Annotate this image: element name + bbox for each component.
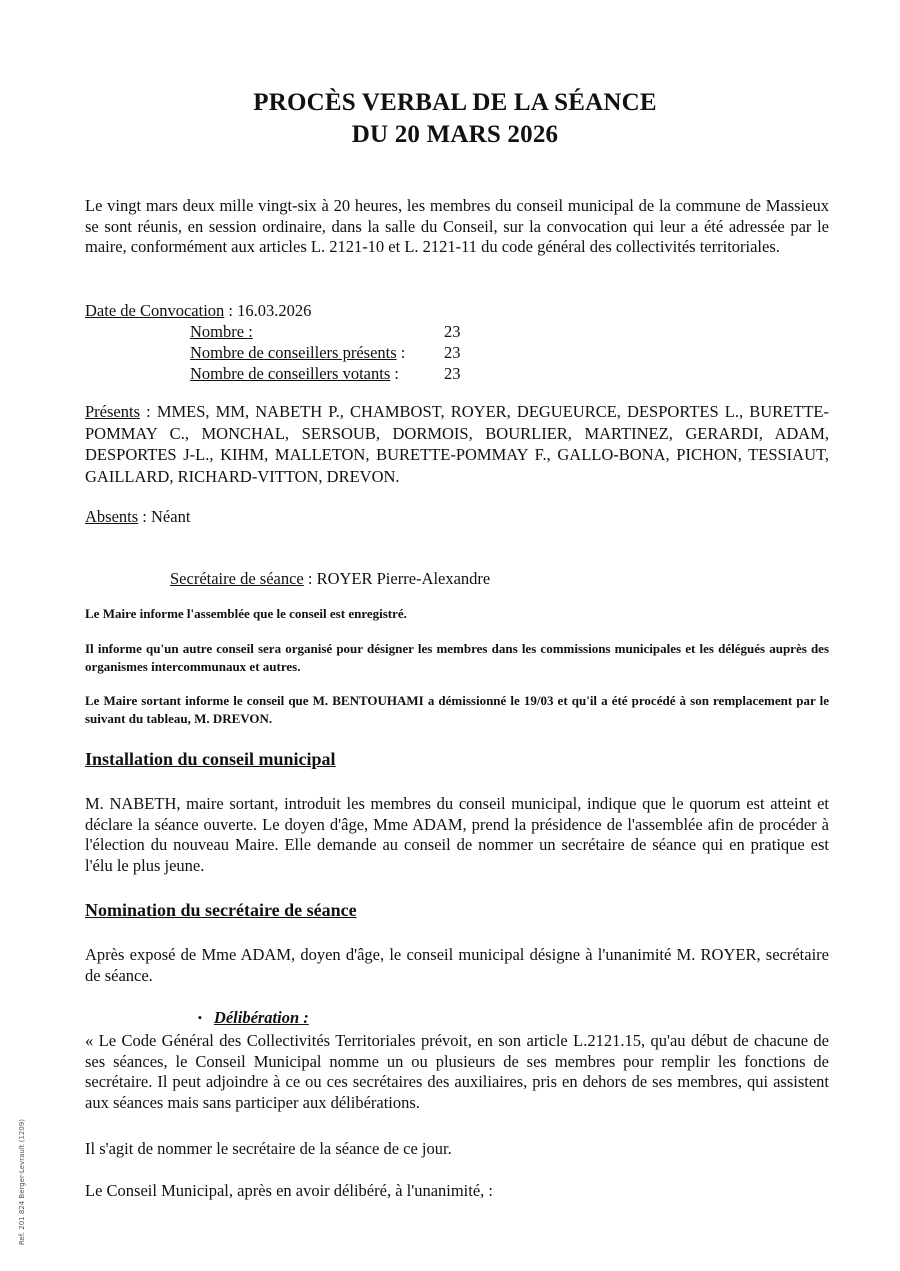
convocation-value: 16.03.2026 — [237, 301, 312, 320]
count-label: Nombre de conseillers présents — [190, 343, 397, 362]
deliberation-quote: « Le Code Général des Collectivités Territoriales prévoit, en son article L.2121.15, qu'au début de chacune de ses séances, le Conseil Municipal nomme un ou plusieurs de ses membres pour remplir les fonctions de secrétaire. Il peut adjoindre à ce ou ces secrétaires des auxiliaires, pris en dehors de ses membres, qui assistent aux séances mais sans participer aux délibérations. — [85, 1031, 829, 1113]
installation-paragraph: M. NABETH, maire sortant, introduit les membres du conseil municipal, indique que le quorum est atteint et déclare la séance ouverte. Le doyen d'âge, Mme ADAM, prend la présidence de l'assemblée afin de procéder à l'élection du nouveau Maire. Elle demande au conseil de nommer un secrétaire de séance qui en pratique est l'élu le plus jeune. — [85, 794, 829, 876]
absents-line — [85, 506, 190, 527]
secretaire-line — [170, 568, 490, 589]
deliberation-decision: Le Conseil Municipal, après en avoir délibéré, à l'unanimité, : — [85, 1181, 494, 1200]
deliberation-label: Délibération : — [213, 1008, 309, 1027]
section-heading-installation: Installation du conseil municipal — [85, 749, 336, 769]
secretaire-label: Secrétaire de séance — [170, 569, 304, 588]
count-row-votants — [190, 363, 399, 384]
convocation-date — [85, 300, 311, 321]
convocation-sep: : — [224, 301, 238, 320]
notice-replacement: Le Maire sortant informe le conseil que M. BENTOUHAMI a démissionné le 19/03 et qu'il a été procédé à son remplacement par le suivant du tableau, M. DREVON. — [85, 693, 829, 726]
presents-paragraph — [85, 401, 829, 487]
count-suffix: : — [396, 343, 406, 362]
notice-recording: Le Maire informe l'assemblée que le conseil est enregistré. — [85, 606, 407, 621]
count-row-presents — [190, 342, 405, 363]
convocation-label: Date de Convocation — [85, 301, 225, 320]
bullet-icon: ▪ — [198, 1012, 202, 1024]
count-row-nombre — [190, 321, 253, 342]
count-label: Nombre de conseillers votants — [190, 364, 391, 383]
presents-label: Présents — [85, 402, 140, 421]
count-value: 23 — [444, 343, 461, 362]
presents-list: : MMES, MM, NABETH P., CHAMBOST, ROYER, DEGUEURCE, DESPORTES L., BURETTE-POMMAY C., MONCHAL, SERSOUB, DORMOIS, BOURLIER, MARTINEZ, GERARDI, ADAM, DESPORTES J-L., KIHM, MALLETON, BURETTE-POMMAY F., GALLO-BONA, PICHON, TESSIAUT, GAILLARD, RICHARD-VITTON, DREVON. — [85, 402, 829, 486]
page-title-line-1: PROCÈS VERBAL DE LA SÉANCE — [253, 89, 657, 116]
nomination-paragraph: Après exposé de Mme ADAM, doyen d'âge, le conseil municipal désigne à l'unanimité M. ROYER, secrétaire de séance. — [85, 945, 829, 985]
deliberation-purpose: Il s'agit de nommer le secrétaire de la séance de ce jour. — [85, 1139, 452, 1158]
margin-reference: Ref. 201 824 Berger-Levrault (1209) — [18, 1118, 26, 1245]
absents-value: : Néant — [138, 507, 191, 526]
count-suffix: : — [390, 364, 399, 383]
absents-label: Absents — [85, 507, 139, 526]
notice-next-council: Il informe qu'un autre conseil sera organisé pour désigner les membres dans les commissions municipales et les délégués auprès des organismes intercommunaux et autres. — [85, 641, 829, 674]
count-label: Nombre : — [190, 322, 253, 341]
page-title-line-2: DU 20 MARS 2026 — [351, 121, 559, 148]
count-value: 23 — [444, 364, 461, 383]
deliberation-line — [198, 1007, 309, 1031]
secretaire-value: : ROYER Pierre-Alexandre — [303, 569, 491, 588]
intro-paragraph: Le vingt mars deux mille vingt-six à 20 heures, les membres du conseil municipal de la commune de Massieux se sont réunis, en session ordinaire, dans la salle du Conseil, sur la convocation qui leur a été adressée par le maire, conformément aux articles L. 2121-10 et L. 2121-11 du code général des collectivités territoriales. — [85, 196, 829, 257]
count-value: 23 — [444, 322, 461, 341]
section-heading-nomination: Nomination du secrétaire de séance — [85, 900, 357, 920]
